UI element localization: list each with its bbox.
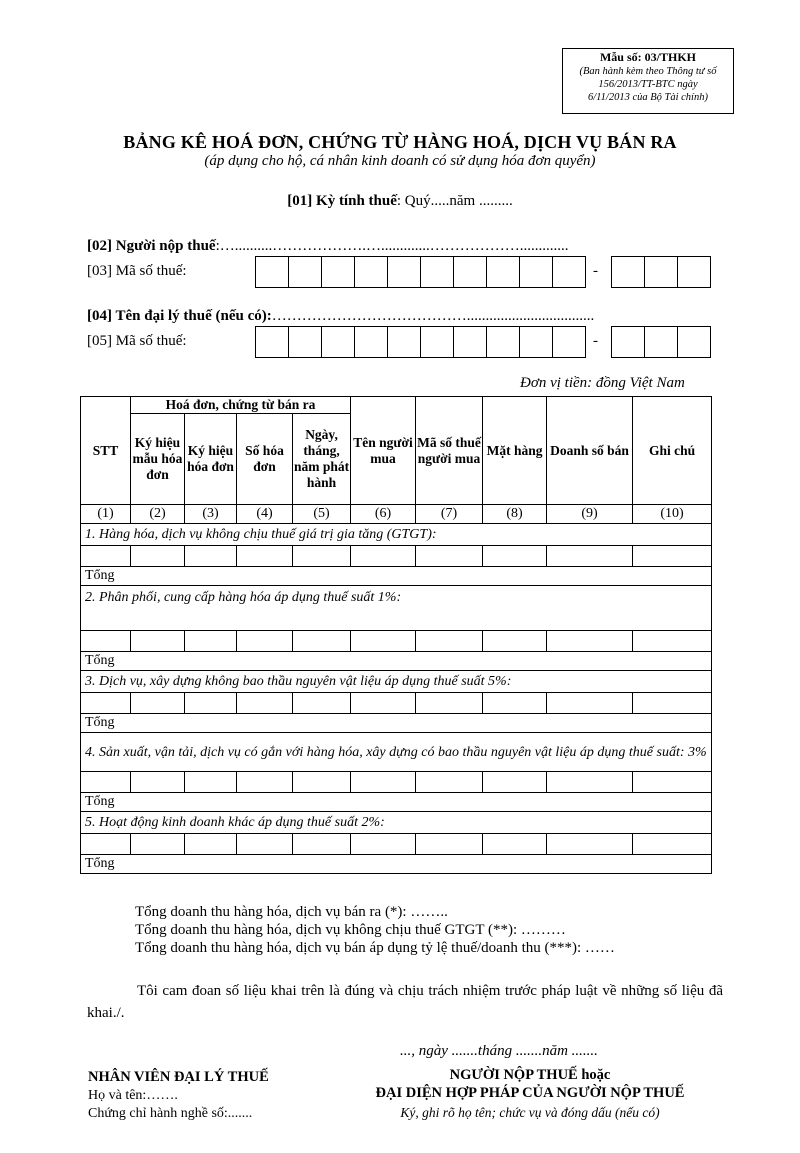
col-header-form-symbol: Ký hiệu mẫu hóa đơn xyxy=(131,414,185,505)
column-number-row xyxy=(81,505,712,524)
tax-code-dash: - xyxy=(593,263,598,279)
digit-box[interactable] xyxy=(321,326,355,358)
section-heading-2: 2. Phân phối, cung cấp hàng hóa áp dụng thuế suất 1%: xyxy=(81,586,712,631)
col-header-invoice-symbol: Ký hiệu hóa đơn xyxy=(185,414,237,505)
section-heading-4: 4. Sản xuất, vận tải, dịch vụ có gắn với hàng hóa, xây dựng có bao thầu nguyên vật liệu áp dụng thuế suất: 3% xyxy=(81,733,712,772)
digit-box[interactable] xyxy=(354,326,388,358)
col-group-header-invoice: Hoá đơn, chứng từ bán ra xyxy=(131,397,351,414)
digit-box[interactable] xyxy=(354,256,388,288)
table-row[interactable] xyxy=(81,631,712,652)
tax-period-value[interactable]: : Quý.....năm ......... xyxy=(396,193,513,209)
digit-box[interactable] xyxy=(519,326,553,358)
section-total-4: Tổng xyxy=(81,793,712,812)
digit-box[interactable] xyxy=(486,326,520,358)
digit-box[interactable] xyxy=(453,326,487,358)
agent-label: [04] Tên đại lý thuế (nếu có): xyxy=(87,308,272,324)
summary-non-vat-sales: Tổng doanh thu hàng hóa, dịch vụ không chịu thuế GTGT (**): ……… xyxy=(135,922,566,938)
table-row[interactable] xyxy=(81,546,712,567)
column-number: (2) xyxy=(131,505,185,524)
section-total-3: Tổng xyxy=(81,714,712,733)
taxpayer-tax-code-label: [03] Mã số thuế: xyxy=(87,263,187,279)
currency-unit-note: Đơn vị tiền: đồng Việt Nam xyxy=(520,375,685,391)
column-number: (3) xyxy=(185,505,237,524)
taxpayer-signature-title2: ĐẠI DIỆN HỢP PHÁP CỦA NGƯỜI NỘP THUẾ xyxy=(375,1085,685,1101)
digit-box[interactable] xyxy=(644,326,678,358)
digit-box[interactable] xyxy=(387,326,421,358)
summary-taxable-sales: Tổng doanh thu hàng hóa, dịch vụ bán áp dụng tỷ lệ thuế/doanh thu (***): …… xyxy=(135,940,615,956)
table-row[interactable] xyxy=(81,772,712,793)
col-header-buyer-tax-code: Mã số thuế người mua xyxy=(416,397,483,505)
taxpayer-signature-note: Ký, ghi rõ họ tên; chức vụ và đóng dấu (nếu có) xyxy=(400,1105,660,1120)
column-number: (5) xyxy=(293,505,351,524)
col-header-issue-date: Ngày, tháng, năm phát hành xyxy=(293,414,351,505)
agent-tax-code-boxes[interactable] xyxy=(256,326,586,358)
digit-box[interactable] xyxy=(420,326,454,358)
digit-box[interactable] xyxy=(420,256,454,288)
taxpayer-signature-block xyxy=(330,1066,730,1122)
table-row[interactable] xyxy=(81,693,712,714)
digit-box[interactable] xyxy=(321,256,355,288)
tax-code-dash: - xyxy=(593,333,598,349)
form-code-box xyxy=(562,48,734,114)
agent-name-field[interactable]: ………………………………….................................. xyxy=(271,308,595,324)
form-code: Mẫu số: 03/THKH xyxy=(599,50,696,64)
document-title: BẢNG KÊ HOÁ ĐƠN, CHỨNG TỪ HÀNG HOÁ, DỊCH VỤ BÁN RA xyxy=(123,132,677,152)
commitment-text: Tôi cam đoan số liệu khai trên là đúng và chịu trách nhiệm trước pháp luật về những số liệu đã khai./. xyxy=(87,983,723,1021)
column-number: (10) xyxy=(633,505,712,524)
section-total-5: Tổng xyxy=(81,855,712,874)
digit-box[interactable] xyxy=(611,256,645,288)
digit-box[interactable] xyxy=(552,256,586,288)
digit-box[interactable] xyxy=(644,256,678,288)
col-header-buyer-name: Tên người mua xyxy=(351,397,416,505)
digit-box[interactable] xyxy=(677,326,711,358)
col-header-stt: STT xyxy=(81,397,131,505)
digit-box[interactable] xyxy=(288,256,322,288)
agent-signature-cert[interactable]: Chứng chỉ hành nghề số:....... xyxy=(88,1106,253,1121)
form-issuance-line2: 156/2013/TT-BTC ngày xyxy=(598,79,698,90)
column-number: (9) xyxy=(547,505,633,524)
digit-box[interactable] xyxy=(387,256,421,288)
taxpayer-row xyxy=(87,238,569,255)
agent-signature-title: NHÂN VIÊN ĐẠI LÝ THUẾ xyxy=(88,1069,269,1085)
section-heading-1: 1. Hàng hóa, dịch vụ không chịu thuế giá trị gia tăng (GTGT): xyxy=(81,524,712,546)
taxpayer-name-field[interactable]: :…..........……………….….............………………............. xyxy=(215,238,569,254)
column-number: (1) xyxy=(81,505,131,524)
agent-signature-block xyxy=(88,1068,269,1123)
invoice-table xyxy=(80,396,712,874)
tax-period xyxy=(0,193,800,210)
digit-box[interactable] xyxy=(288,326,322,358)
taxpayer-branch-code-boxes[interactable] xyxy=(612,256,711,288)
digit-box[interactable] xyxy=(453,256,487,288)
summary-total-sales: Tổng doanh thu hàng hóa, dịch vụ bán ra (*): …….. xyxy=(135,904,448,920)
section-total-1: Tổng xyxy=(81,567,712,586)
form-issuance-line1: (Ban hành kèm theo Thông tư số xyxy=(579,66,717,77)
col-header-note: Ghi chú xyxy=(633,397,712,505)
digit-box[interactable] xyxy=(486,256,520,288)
digit-box[interactable] xyxy=(552,326,586,358)
digit-box[interactable] xyxy=(677,256,711,288)
digit-box[interactable] xyxy=(611,326,645,358)
column-number: (4) xyxy=(237,505,293,524)
digit-box[interactable] xyxy=(255,256,289,288)
table-row[interactable] xyxy=(81,834,712,855)
taxpayer-label: [02] Người nộp thuế xyxy=(87,238,216,254)
col-header-invoice-number: Số hóa đơn xyxy=(237,414,293,505)
agent-tax-code-label: [05] Mã số thuế: xyxy=(87,333,187,349)
agent-signature-name[interactable]: Họ và tên:……. xyxy=(88,1088,178,1103)
digit-box[interactable] xyxy=(519,256,553,288)
column-number: (6) xyxy=(351,505,416,524)
digit-box[interactable] xyxy=(255,326,289,358)
column-number: (7) xyxy=(416,505,483,524)
agent-row xyxy=(87,308,594,325)
col-header-item: Mặt hàng xyxy=(483,397,547,505)
document-subtitle: (áp dụng cho hộ, cá nhân kinh doanh có sử dụng hóa đơn quyển) xyxy=(204,153,596,169)
taxpayer-signature-title1: NGƯỜI NỘP THUẾ hoặc xyxy=(449,1067,611,1083)
signing-date[interactable]: ..., ngày .......tháng .......năm ....... xyxy=(400,1043,598,1059)
section-heading-5: 5. Hoạt động kinh doanh khác áp dụng thuế suất 2%: xyxy=(81,812,712,834)
section-heading-3: 3. Dịch vụ, xây dựng không bao thầu nguyên vật liệu áp dụng thuế suất 5%: xyxy=(81,671,712,693)
taxpayer-tax-code-boxes[interactable] xyxy=(256,256,586,288)
col-header-sales: Doanh số bán xyxy=(547,397,633,505)
agent-branch-code-boxes[interactable] xyxy=(612,326,711,358)
section-total-2: Tổng xyxy=(81,652,712,671)
form-issuance-line3: 6/11/2013 của Bộ Tài chính) xyxy=(588,92,708,103)
column-number: (8) xyxy=(483,505,547,524)
tax-period-label: [01] Kỳ tính thuế xyxy=(287,193,397,209)
